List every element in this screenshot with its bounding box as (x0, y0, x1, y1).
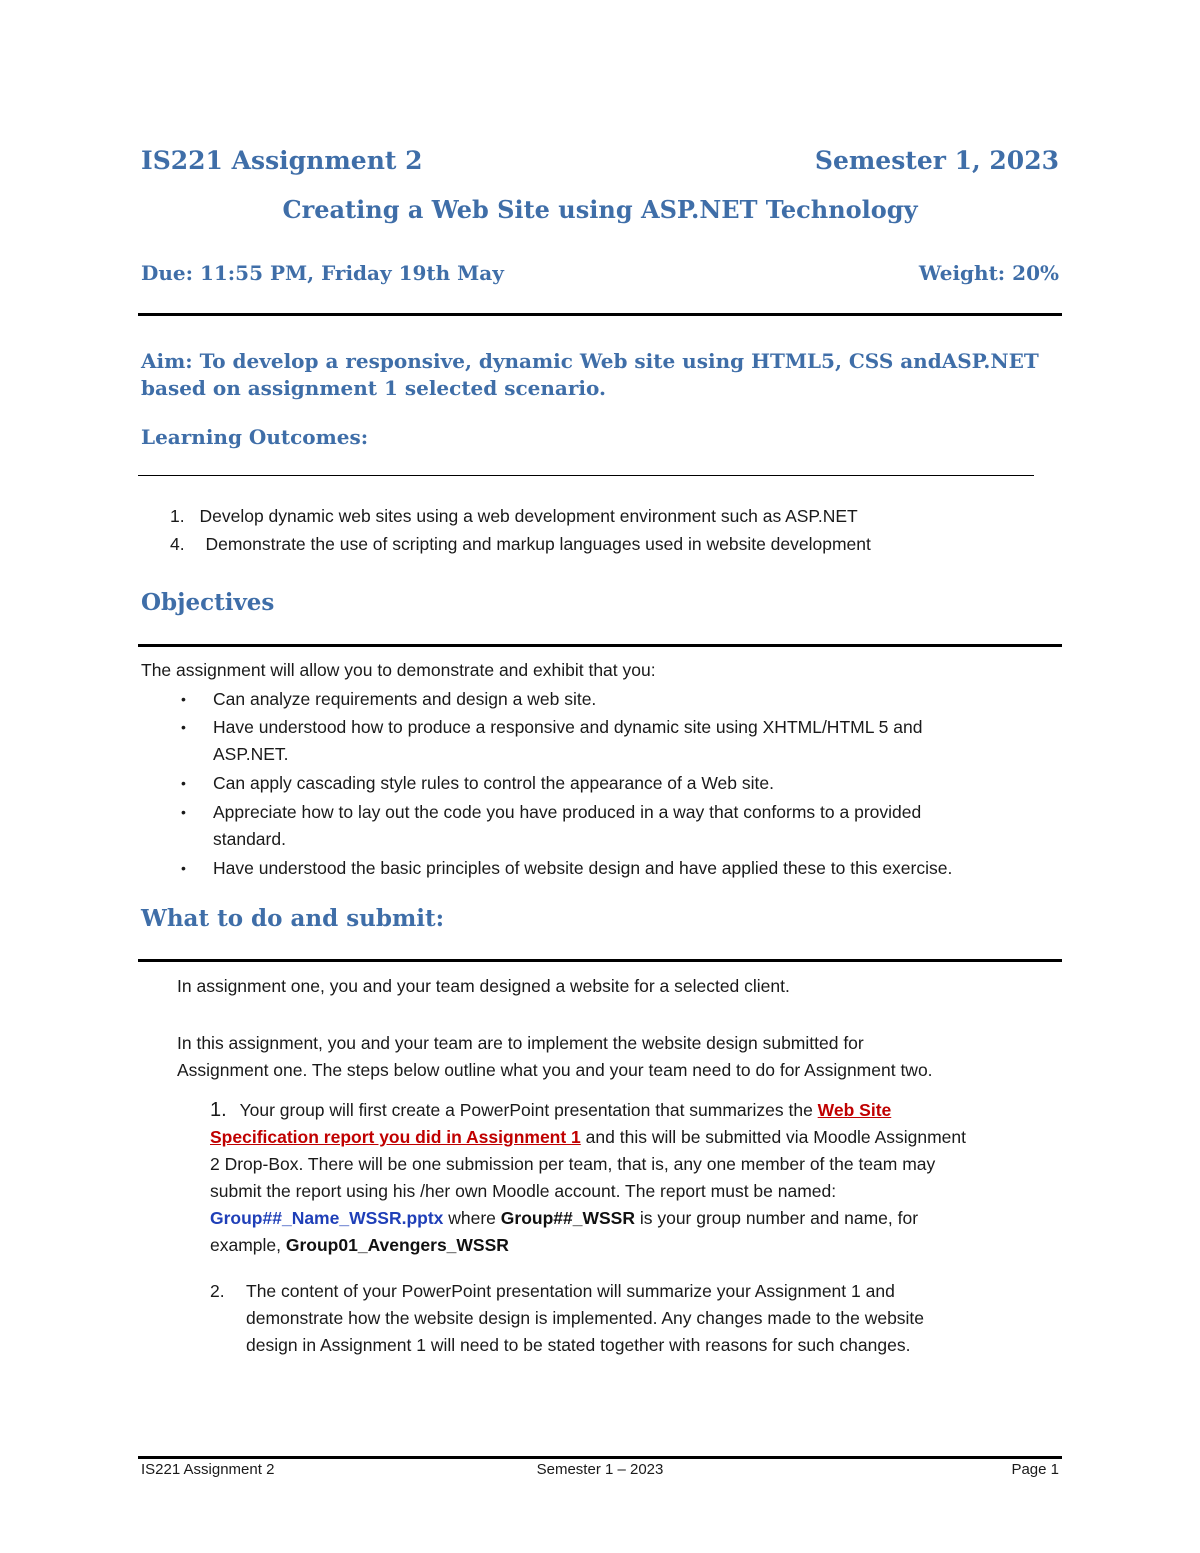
step-number: 1. (210, 1099, 227, 1121)
list-item: • Have understood the basic principles of website design and have applied these to this exercise. (141, 855, 1061, 882)
objectives-intro: The assignment will allow you to demonstrate and exhibit that you: (141, 660, 656, 680)
bullet: • (181, 691, 186, 707)
submit-divider (138, 959, 1062, 962)
header-divider (138, 313, 1062, 316)
submit-heading: What to do and submit: (141, 905, 445, 932)
item-number: 4. (170, 534, 185, 554)
item-number: 1. (170, 506, 185, 526)
learning-outcomes-heading: Learning Outcomes: (141, 425, 369, 449)
list-item: • Have understood how to produce a responsive and dynamic site using XHTML/HTML 5 and ASP.NET. (141, 714, 1061, 768)
list-item: • Can apply cascading style rules to control the appearance of a Web site. (141, 770, 1061, 797)
semester-title: Semester 1, 2023 (814, 146, 1059, 175)
due-date: Due: 11:55 PM, Friday 19th May (141, 261, 504, 285)
step-number: 2. (210, 1281, 225, 1301)
aim-statement (141, 348, 1039, 402)
group-placeholder: Group##_WSSR (500, 1208, 635, 1228)
footer-left: IS221 Assignment 2 (141, 1461, 275, 1478)
bullet: • (181, 775, 186, 791)
list-item: • Can analyze requirements and design a web site. (141, 686, 1061, 713)
step-1: 1. Your group will first create a PowerPoint presentation that summarizes the Web Site Specification report you did in Assignment 1 and this will be submitted via Moodle Assignment 2 Drop-Box. There will be one submission per team, that is, any one member of the team may submit the report using his /her own Moodle account. The report must be named: Group##_Name_WSSR.pptx where Group##_WSSR is your group number and name, for example, Group01_Avengers_WSSR (210, 1099, 966, 1255)
objectives-heading: Objectives (141, 589, 275, 616)
item-text: Demonstrate the use of scripting and markup languages used in website development (205, 534, 871, 554)
list-item (170, 503, 871, 530)
aim-line-2: based on assignment 1 selected scenario. (141, 376, 606, 400)
bullet: • (181, 860, 186, 876)
bullet: • (181, 719, 186, 735)
objectives-divider (138, 644, 1062, 647)
submit-para-2: In this assignment, you and your team are to implement the website design submitted for Assignment one. The steps below outline what you and your team need to do for Assignment two. (177, 1033, 933, 1080)
page-subtitle: Creating a Web Site using ASP.NET Technology (282, 195, 918, 224)
objectives-list (141, 686, 1061, 882)
aim-line-1: Aim: To develop a responsive, dynamic Web site using HTML5, CSS andASP.NET (141, 349, 1039, 373)
list-item: • Appreciate how to lay out the code you have produced in a way that conforms to a provided standard. (141, 799, 1061, 853)
course-title: IS221 Assignment 2 (141, 146, 423, 175)
web-site-spec-link[interactable]: Web Site (817, 1100, 892, 1120)
filename-format: Group##_Name_WSSR.pptx (210, 1208, 444, 1228)
web-site-spec-link-cont[interactable]: Specification report you did in Assignment 1 (210, 1127, 581, 1147)
filename-example: Group01_Avengers_WSSR (285, 1235, 509, 1255)
learning-outcomes-divider (138, 475, 1034, 476)
submit-para-1: In assignment one, you and your team designed a website for a selected client. (177, 976, 790, 996)
item-text: Develop dynamic web sites using a web development environment such as ASP.NET (199, 506, 858, 526)
step-2: 2. The content of your PowerPoint presentation will summarize your Assignment 1 and demonstrate how the website design is implemented. Any changes made to the website design in Assignment 1 will need to be stated together with reasons for such changes. (210, 1278, 1070, 1359)
learning-outcomes-list (170, 503, 871, 558)
footer-divider (138, 1456, 1062, 1459)
weight: Weight: 20% (918, 261, 1059, 285)
list-item (170, 531, 871, 558)
footer-center: Semester 1 – 2023 (536, 1461, 664, 1478)
bullet: • (181, 804, 186, 820)
page-number: Page 1 (1011, 1461, 1059, 1478)
